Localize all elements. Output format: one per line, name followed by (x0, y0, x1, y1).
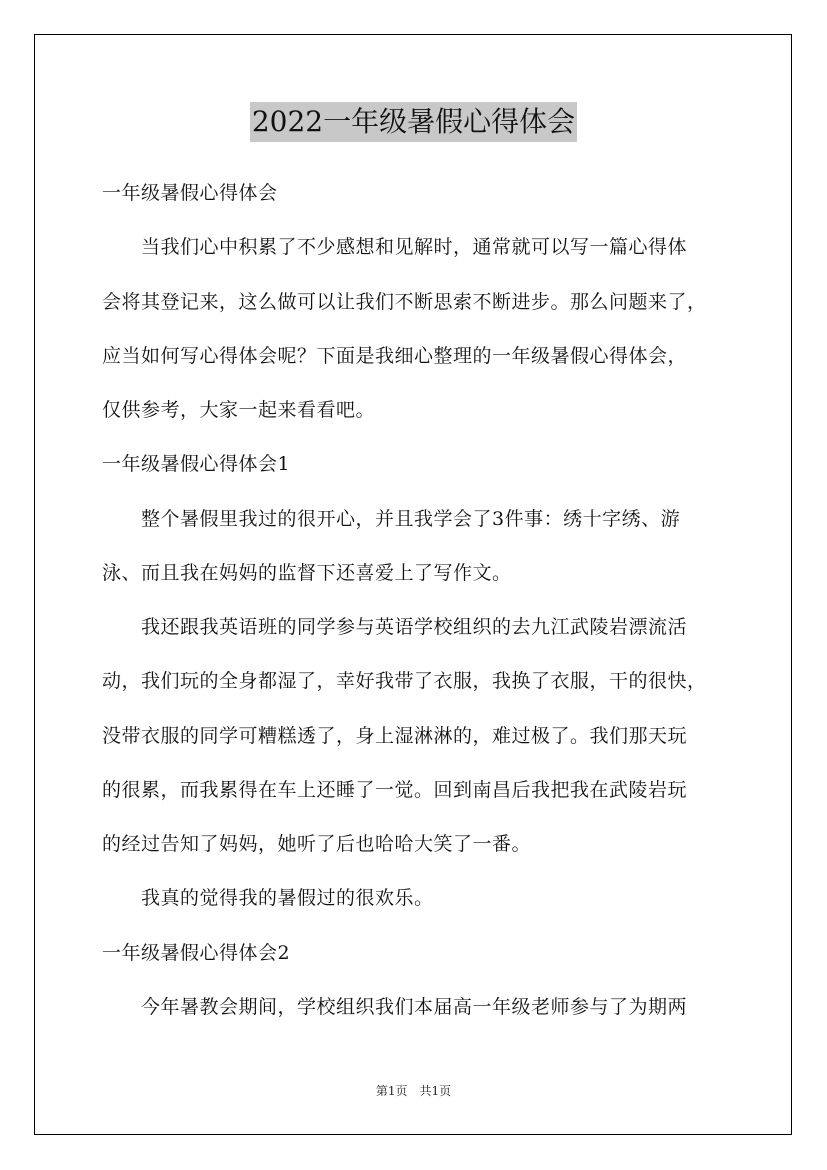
page-footer: 第1页 共1页 (375, 1084, 452, 1098)
paragraph-line: 当我们心中积累了不少感想和见解时，通常就可以写一篇心得体 (102, 236, 688, 258)
paragraph-line: 没带衣服的同学可糟糕透了，身上湿淋淋的，难过极了。我们那天玩 (102, 725, 688, 747)
paragraph-line: 的经过告知了妈妈，她听了后也哈哈大笑了一番。 (102, 833, 532, 855)
paragraph-line: 泳、而且我在妈妈的监督下还喜爱上了写作文。 (102, 562, 512, 584)
section-heading: 一年级暑假心得体会 (102, 182, 278, 204)
title-container (0, 102, 827, 142)
paragraph-line: 会将其登记来，这么做可以让我们不断思索不断进步。那么问题来了， (102, 291, 707, 313)
paragraph-line: 的很累，而我累得在车上还睡了一觉。回到南昌后我把我在武陵岩玩 (102, 779, 688, 801)
paragraph-line: 应当如何写心得体会呢？下面是我细心整理的一年级暑假心得体会， (102, 345, 688, 367)
paragraph-line: 仅供参考，大家一起来看看吧。 (102, 399, 376, 421)
document-title: 2022一年级暑假心得体会 (250, 102, 577, 142)
paragraph-line: 今年暑教会期间，学校组织我们本届高一年级老师参与了为期两 (102, 996, 688, 1018)
paragraph-line: 我真的觉得我的暑假过的很欢乐。 (102, 887, 434, 909)
paragraph-line: 我还跟我英语班的同学参与英语学校组织的去九江武陵岩漂流活 (102, 616, 688, 638)
paragraph-line: 动，我们玩的全身都湿了，幸好我带了衣服，我换了衣服，干的很快， (102, 670, 707, 692)
section-heading-1: 一年级暑假心得体会1 (102, 453, 291, 475)
section-heading-2: 一年级暑假心得体会2 (102, 942, 291, 964)
paragraph-line: 整个暑假里我过的很开心，并且我学会了3件事：绣十字绣、游 (102, 508, 681, 530)
